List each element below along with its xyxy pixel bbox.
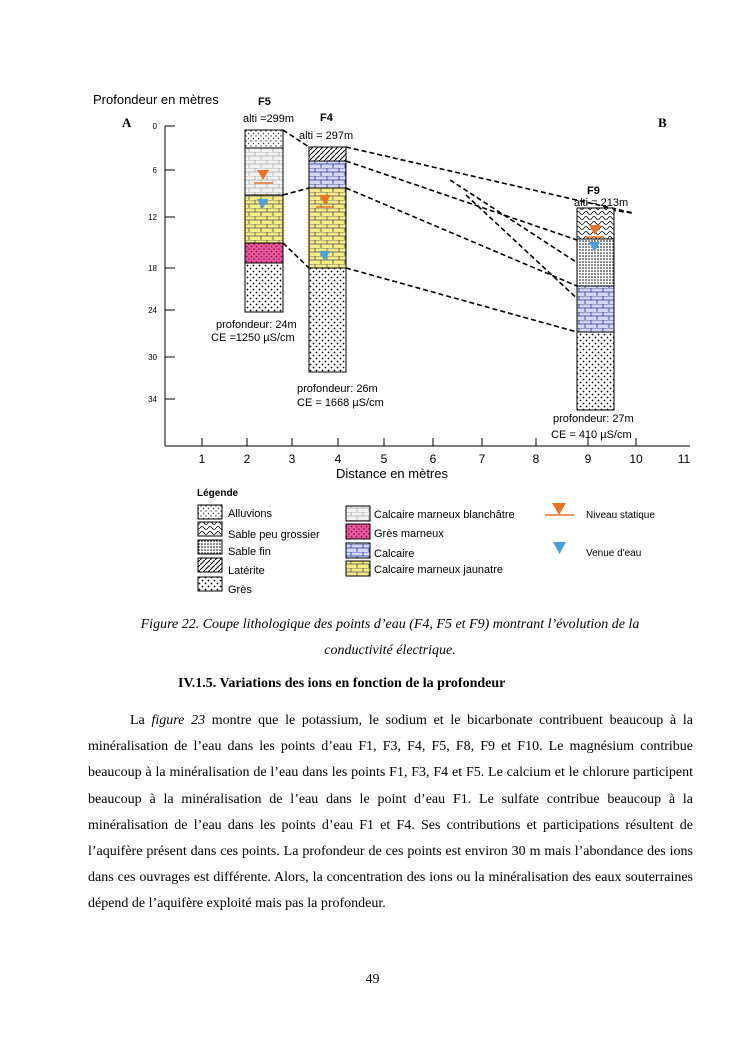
well-name: F4 [320,112,333,124]
x-tick-label: 8 [532,452,540,466]
well-depth-note: profondeur: 26m [297,383,378,395]
x-tick-label: 3 [288,452,296,466]
legend-item: Calcaire [374,548,415,560]
well-f4 [297,112,384,409]
legend-item: Sable peu grossier [228,529,320,541]
page-number: 49 [365,972,380,987]
x-axis-title: Distance en mètres [336,466,448,481]
well-depth-note: profondeur: 24m [216,319,297,331]
well-ce-note: CE = 1668 µS/cm [297,397,384,409]
well-alti: alti = 213m [574,197,629,209]
y-tick-labels [148,122,157,404]
y-tick-label: 34 [148,395,157,404]
x-tick-label: 1 [198,452,206,466]
well-alti: alti =299m [243,113,295,125]
section-heading: IV.1.5. Variations des ions en fonction de la profondeur [178,676,506,691]
x-tick-label: 7 [478,452,486,466]
caption-line-1: Figure 22. Coupe lithologique des points d’eau (F4, F5 et F9) montrant l’évolution de la [140,617,640,632]
well-name: F9 [587,185,600,197]
well-alti: alti = 297m [299,130,354,142]
well-depth-note: profondeur: 27m [553,413,634,425]
well-f9 [551,185,634,441]
para-pre: La [130,713,152,728]
legend-item: Grès marneux [374,528,444,540]
caption-line-2: conductivité électrique. [324,643,456,658]
body-paragraph [88,708,693,918]
legend-item: Niveau statique [586,510,655,521]
legend-item: Alluvions [228,508,273,520]
x-tick-label: 5 [380,452,388,466]
well-ce-note: CE = 410 µS/cm [551,429,632,441]
legend-item: Calcaire marneux blanchâtre [374,509,515,521]
x-tick-label: 4 [334,452,342,466]
figure-reference: figure 23 [151,713,206,728]
label-a: A [122,115,132,130]
y-tick-label: 12 [148,213,157,222]
well-name: F5 [258,96,271,108]
y-tick-label: 24 [148,306,157,315]
x-tick-label: 2 [243,452,251,466]
y-tick-label: 18 [148,264,157,273]
static-level-icon [552,503,566,515]
x-tick-label: 11 [677,452,691,466]
legend-item: Calcaire marneux jaunatre [374,564,504,576]
y-tick-label: 6 [152,166,157,175]
legend-title: Légende [197,488,239,499]
water-inflow-icon [553,542,566,554]
para-rest: montre que le potassium, le sodium et le bicarbonate contribuent beaucoup à la minéralisation de l’eau dans les points d’eau F1, F3, F4, F5, F8, F9 et F10. Le magnésium contribue beaucoup à la minéralisation de l’eau dans les points F1, F3, F4 et F5. Le calcium et le chlorure participent beaucoup à la minéralisation de l’eau dans le point d’eau F1. Le sulfate contribue beaucoup à la minéralisation de l’eau dans les points d’eau F1 et F4. Ses contributions et participations résultent de l’aquifère présent dans ces points. La profondeur de ces points est environ 30 m mais l’abondance des ions dans ces ouvrages est différente. Alors, la concentration des ions ou la minéralisation des eaux souterraines dépend de l’aquifère exploité mais pas la profondeur. [88,713,693,912]
y-ticks [165,126,175,399]
well-f5 [211,96,297,344]
x-tick-label: 6 [429,452,437,466]
y-tick-label: 30 [148,353,157,362]
y-tick-label: 0 [152,122,157,131]
y-axis-title: Profondeur en mètres [93,92,219,107]
legend-item: Sable fin [228,546,271,558]
figure-caption [100,612,680,664]
legend-item: Venue d'eau [586,548,642,559]
well-ce-note: CE =1250 µS/cm [211,332,295,344]
legend-item: Latérite [228,565,265,577]
legend [197,488,655,596]
x-tick-labels [199,452,691,466]
x-tick-label: 10 [629,452,643,466]
legend-item: Grès [228,584,252,596]
x-tick-label: 9 [584,452,592,466]
label-b: B [658,115,667,130]
